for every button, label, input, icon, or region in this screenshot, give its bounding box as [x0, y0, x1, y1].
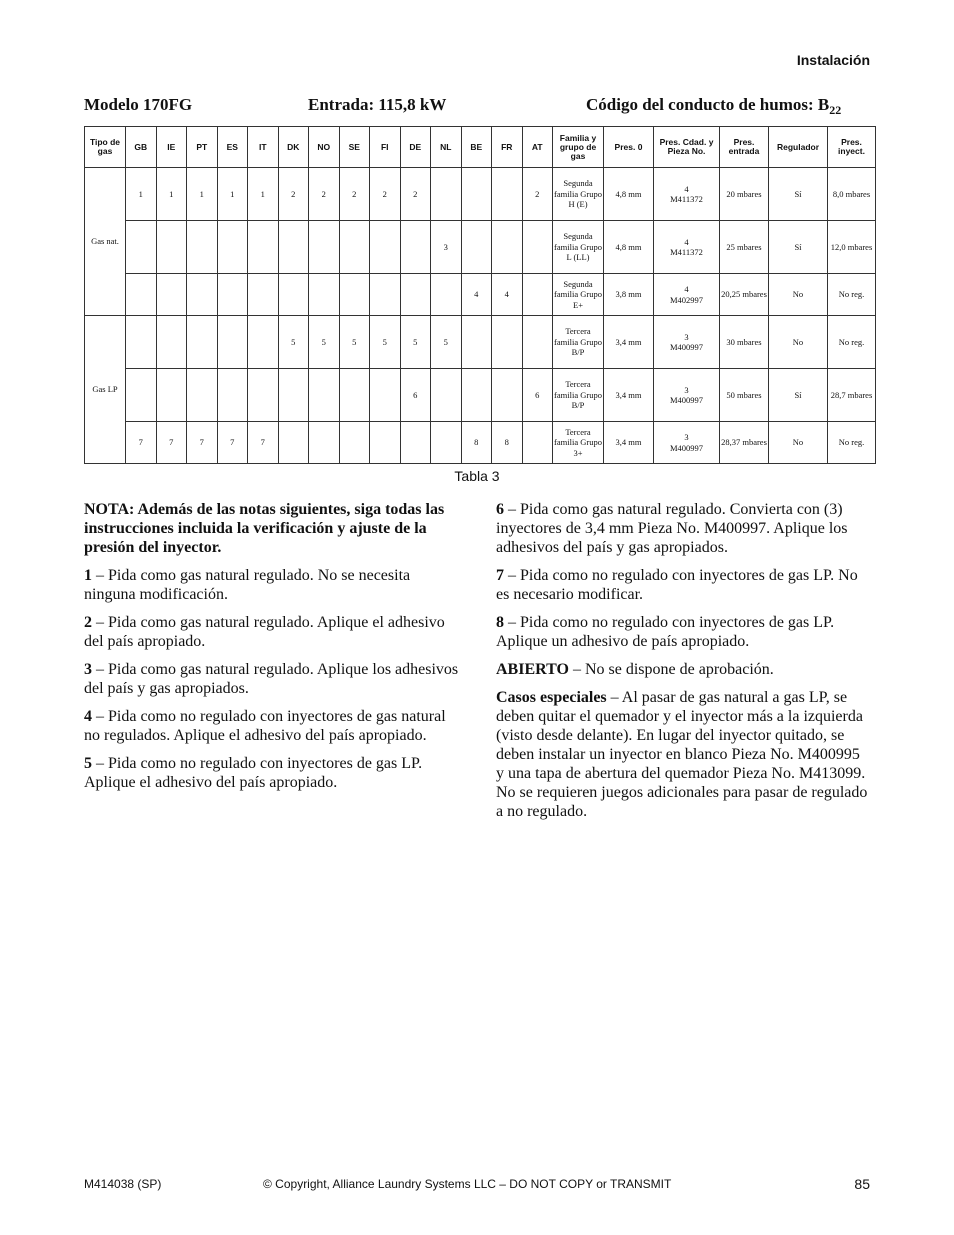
- country-cell: 2: [370, 168, 401, 221]
- country-cell: [187, 274, 218, 316]
- country-cell: [309, 369, 340, 422]
- note-item: 8 – Pida como no regulado con inyectores de gas LP. Aplique un adhesivo de país apropiado.: [496, 614, 835, 650]
- country-cell: [156, 369, 187, 422]
- country-cell: [492, 221, 523, 274]
- column-header: Familia y grupo de gas: [553, 127, 604, 168]
- part-number: M400997: [669, 395, 704, 405]
- column-header: PT: [187, 127, 218, 168]
- gas-family-cell: Tercera familia Grupo B/P: [553, 369, 604, 422]
- column-header: GB: [126, 127, 157, 168]
- country-cell: 6: [400, 369, 431, 422]
- gas-family-cell: Tercera familia Grupo 3+: [553, 422, 604, 464]
- injector-quantity: 3: [684, 331, 689, 342]
- gas-family-cell: Tercera familia Grupo B/P: [553, 316, 604, 369]
- country-cell: [126, 274, 157, 316]
- country-cell: [370, 422, 401, 464]
- country-cell: [400, 221, 431, 274]
- note-item: 6 – Pida como gas natural regulado. Convierta con (3) inyectores de 3,4 mm Pieza No. M400997. Aplique los adhesivos del país y gas apropiados.: [496, 501, 848, 556]
- country-cell: [187, 221, 218, 274]
- part-number: M400997: [669, 442, 704, 453]
- inlet-pressure-cell: 30 mbares: [720, 316, 769, 369]
- country-cell: [400, 422, 431, 464]
- inlet-pressure-cell: 20,25 mbares: [720, 274, 769, 316]
- injector-pressure-cell: 8,0 mbares: [828, 168, 876, 221]
- country-cell: [431, 422, 462, 464]
- flue-code-heading: [586, 95, 841, 118]
- table-row: [85, 369, 876, 422]
- country-cell: [461, 168, 492, 221]
- pressure-zero-cell: 4,8 mm: [604, 221, 654, 274]
- country-cell: [370, 221, 401, 274]
- input-heading: Entrada: 115,8 kW: [308, 95, 447, 114]
- country-cell: 1: [156, 168, 187, 221]
- injector-pressure-cell: No reg.: [828, 274, 876, 316]
- column-header: IT: [248, 127, 279, 168]
- country-cell: [126, 316, 157, 369]
- country-cell: [217, 274, 248, 316]
- injector-pressure-cell: 28,7 mbares: [828, 369, 876, 422]
- country-cell: [339, 422, 370, 464]
- footer-copyright: © Copyright, Alliance Laundry Systems LLC – DO NOT COPY or TRANSMIT: [263, 1177, 672, 1191]
- notes-left-column: [84, 500, 459, 801]
- table-row: [85, 274, 876, 316]
- regulator-cell: No: [769, 316, 828, 369]
- part-number: M402997: [669, 294, 704, 305]
- country-cell: 5: [278, 316, 309, 369]
- note-item: 4 – Pida como no regulado con inyectores de gas natural no regulados. Aplique el adhesivo del país apropiado.: [84, 708, 446, 744]
- country-cell: 4: [492, 274, 523, 316]
- note-item: 3 – Pida como gas natural regulado. Aplique los adhesivos del país y gas apropiados.: [84, 661, 459, 697]
- column-header: Tipo de gas: [85, 127, 126, 168]
- country-cell: [461, 221, 492, 274]
- injector-pressure-cell: 12,0 mbares: [828, 221, 876, 274]
- country-cell: 1: [187, 168, 218, 221]
- country-cell: [339, 369, 370, 422]
- gas-family-cell: Segunda familia Grupo H (E): [553, 168, 604, 221]
- footer-doc-number: M414038 (SP): [84, 1177, 162, 1191]
- note-intro: NOTA: Además de las notas siguientes, siga todas las instrucciones incluida la verificación y ajuste de la presión del inyector.: [84, 501, 445, 556]
- country-cell: [309, 274, 340, 316]
- country-cell: [248, 369, 279, 422]
- country-cell: 1: [217, 168, 248, 221]
- column-header: DK: [278, 127, 309, 168]
- gas-family-cell: Segunda familia Grupo L (LL): [553, 221, 604, 274]
- quantity-part-cell: [654, 369, 720, 422]
- country-cell: [339, 221, 370, 274]
- country-cell: 2: [522, 168, 553, 221]
- column-header: Pres. Cdad. y Pieza No.: [654, 127, 720, 168]
- flue-code-label: Código del conducto de humos: B: [586, 95, 830, 114]
- country-cell: [248, 316, 279, 369]
- country-cell: [156, 274, 187, 316]
- country-cell: [217, 316, 248, 369]
- country-cell: [309, 221, 340, 274]
- inlet-pressure-cell: 20 mbares: [720, 168, 769, 221]
- table-row: [85, 422, 876, 464]
- country-cell: [461, 369, 492, 422]
- country-cell: 2: [400, 168, 431, 221]
- column-header: NL: [431, 127, 462, 168]
- country-cell: [278, 369, 309, 422]
- injector-pressure-cell: No reg.: [828, 316, 876, 369]
- injector-quantity: 4: [684, 284, 689, 294]
- country-cell: [431, 369, 462, 422]
- regulator-cell: No: [769, 422, 828, 464]
- country-cell: [461, 316, 492, 369]
- country-cell: 5: [400, 316, 431, 369]
- pressure-zero-cell: 4,8 mm: [604, 168, 654, 221]
- gas-family-cell: Segunda familia Grupo E+: [553, 274, 604, 316]
- country-cell: [370, 369, 401, 422]
- regulator-cell: No: [769, 274, 828, 316]
- country-cell: [126, 221, 157, 274]
- injector-quantity: 4: [684, 183, 689, 194]
- quantity-part-cell: [654, 168, 720, 221]
- inlet-pressure-cell: 25 mbares: [720, 221, 769, 274]
- country-cell: [187, 369, 218, 422]
- regulator-cell: Sí: [769, 369, 828, 422]
- country-cell: [156, 316, 187, 369]
- column-header: IE: [156, 127, 187, 168]
- country-cell: 2: [309, 168, 340, 221]
- country-cell: 2: [278, 168, 309, 221]
- gas-table: [84, 126, 876, 464]
- country-cell: 8: [492, 422, 523, 464]
- notes-right-column: [496, 500, 871, 830]
- country-cell: 7: [156, 422, 187, 464]
- gas-type-cell: Gas LP: [85, 316, 126, 464]
- table-row: [85, 316, 876, 369]
- column-header: FI: [370, 127, 401, 168]
- column-header: NO: [309, 127, 340, 168]
- country-cell: [431, 274, 462, 316]
- model-heading: Modelo 170FG: [84, 95, 193, 114]
- page-number: 85: [854, 1176, 870, 1192]
- country-cell: 1: [248, 168, 279, 221]
- flue-code-subscript: 22: [829, 103, 842, 117]
- country-cell: [278, 422, 309, 464]
- table-row: [85, 168, 876, 221]
- column-header: Pres. inyect.: [828, 127, 876, 168]
- quantity-part-cell: [654, 316, 720, 369]
- country-cell: 7: [248, 422, 279, 464]
- table-header-row: [85, 127, 876, 168]
- country-cell: 5: [370, 316, 401, 369]
- country-cell: [217, 369, 248, 422]
- column-header: Pres. 0: [604, 127, 654, 168]
- note-item: 5 – Pida como no regulado con inyectores de gas LP. Aplique el adhesivo del país apropiado.: [84, 755, 423, 791]
- country-cell: [522, 274, 553, 316]
- inlet-pressure-cell: 28,37 mbares: [720, 422, 769, 464]
- country-cell: [431, 168, 462, 221]
- country-cell: [156, 221, 187, 274]
- table-row: [85, 221, 876, 274]
- column-header: ES: [217, 127, 248, 168]
- note-item: 7 – Pida como no regulado con inyectores de gas LP. No es necesario modificar.: [496, 567, 858, 603]
- country-cell: 7: [187, 422, 218, 464]
- injector-pressure-cell: No reg.: [828, 422, 876, 464]
- country-cell: 5: [309, 316, 340, 369]
- country-cell: 8: [461, 422, 492, 464]
- country-cell: 6: [522, 369, 553, 422]
- quantity-part-cell: [654, 221, 720, 274]
- pressure-zero-cell: 3,4 mm: [604, 369, 654, 422]
- inlet-pressure-cell: 50 mbares: [720, 369, 769, 422]
- quantity-part-cell: [654, 422, 720, 464]
- injector-quantity: 4: [684, 236, 689, 247]
- pressure-zero-cell: 3,8 mm: [604, 274, 654, 316]
- country-cell: [248, 274, 279, 316]
- country-cell: [400, 274, 431, 316]
- country-cell: [248, 221, 279, 274]
- section-title: Instalación: [796, 52, 870, 68]
- country-cell: [492, 369, 523, 422]
- country-cell: [126, 369, 157, 422]
- injector-quantity: 3: [684, 432, 689, 442]
- country-cell: [492, 168, 523, 221]
- column-header: Regulador: [769, 127, 828, 168]
- pressure-zero-cell: 3,4 mm: [604, 316, 654, 369]
- table-caption: Tabla 3: [454, 468, 500, 484]
- country-cell: [522, 221, 553, 274]
- part-number: M400997: [669, 342, 704, 352]
- note-item: 2 – Pida como gas natural regulado. Aplique el adhesivo del país apropiado.: [84, 614, 445, 650]
- note-item: ABIERTO – No se dispone de aprobación.: [496, 661, 774, 678]
- country-cell: [187, 316, 218, 369]
- column-header: BE: [461, 127, 492, 168]
- injector-quantity: 3: [684, 384, 689, 395]
- pressure-zero-cell: 3,4 mm: [604, 422, 654, 464]
- country-cell: [522, 422, 553, 464]
- note-item: Casos especiales – Al pasar de gas natural a gas LP, se deben quitar el quemador y el inyector más a la izquierda (visto desde delante). En lugar del inyector quitado, se deben instalar un inyector en blanco Pieza No. M400995 y una tapa de abertura del quemador Pieza No. M413099. No se requieren juegos adicionales para pasar de regulado a no regulado.: [496, 689, 868, 820]
- country-cell: [522, 316, 553, 369]
- country-cell: [278, 221, 309, 274]
- country-cell: 3: [431, 221, 462, 274]
- country-cell: [278, 274, 309, 316]
- column-header: Pres. entrada: [720, 127, 769, 168]
- column-header: DE: [400, 127, 431, 168]
- country-cell: 4: [461, 274, 492, 316]
- country-cell: [370, 274, 401, 316]
- column-header: FR: [492, 127, 523, 168]
- country-cell: 5: [431, 316, 462, 369]
- country-cell: [339, 274, 370, 316]
- column-header: AT: [522, 127, 553, 168]
- part-number: M411372: [670, 247, 703, 257]
- country-cell: [309, 422, 340, 464]
- regulator-cell: Sí: [769, 168, 828, 221]
- quantity-part-cell: [654, 274, 720, 316]
- country-cell: [217, 221, 248, 274]
- country-cell: 2: [339, 168, 370, 221]
- column-header: SE: [339, 127, 370, 168]
- country-cell: 7: [126, 422, 157, 464]
- country-cell: 7: [217, 422, 248, 464]
- country-cell: [492, 316, 523, 369]
- gas-type-cell: Gas nat.: [85, 168, 126, 316]
- country-cell: 1: [126, 168, 157, 221]
- regulator-cell: Sí: [769, 221, 828, 274]
- country-cell: 5: [339, 316, 370, 369]
- part-number: M411372: [670, 194, 703, 204]
- note-item: 1 – Pida como gas natural regulado. No se necesita ninguna modificación.: [84, 567, 411, 603]
